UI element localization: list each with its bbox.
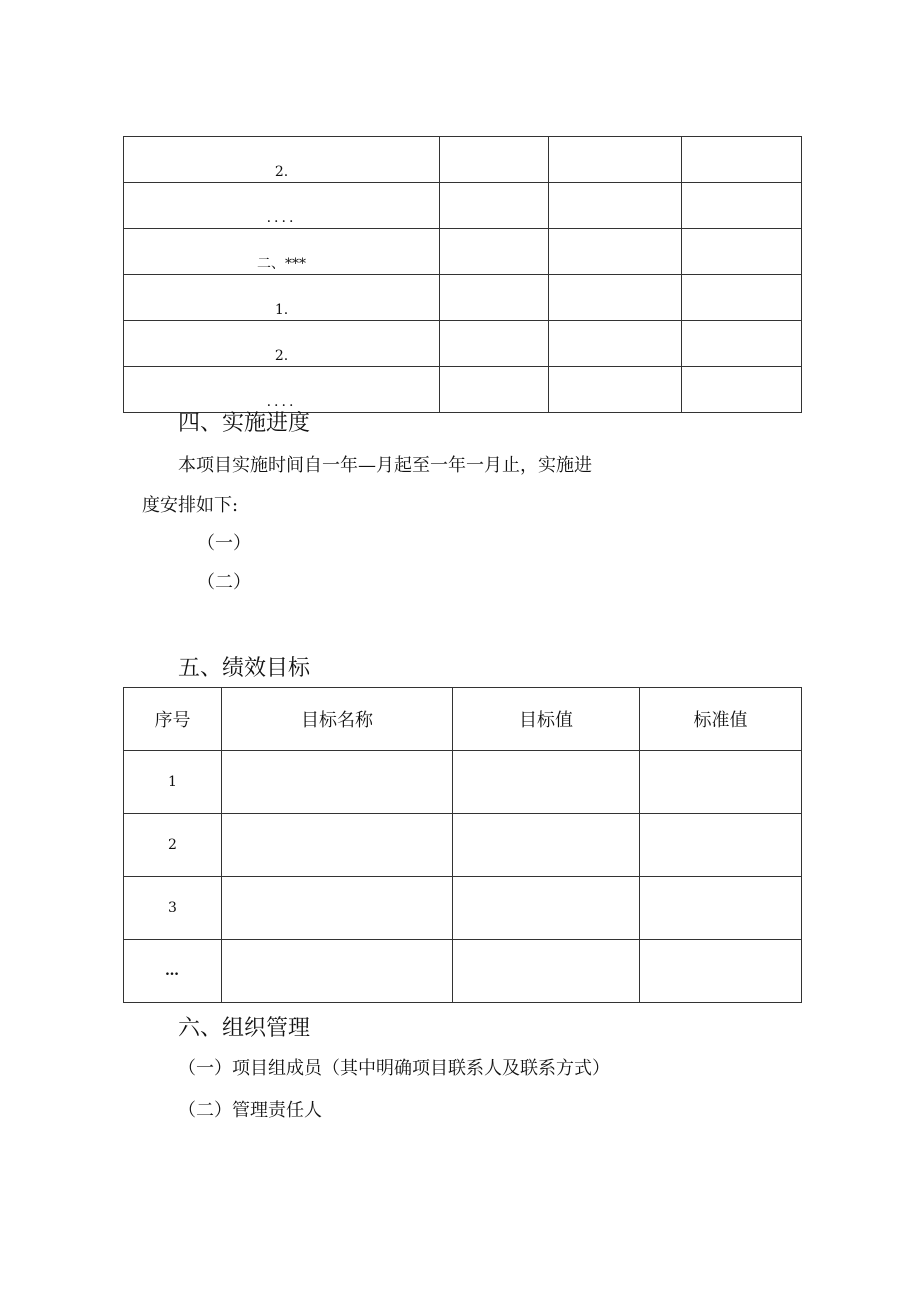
row-label: 1. [124, 275, 440, 321]
row-index: 1 [124, 751, 222, 814]
table-header-row [124, 688, 802, 751]
row-label: 二、*** [124, 229, 440, 275]
row-label: 2. [124, 321, 440, 367]
section-4-item-2: （二） [197, 572, 251, 593]
section-4-title: 四、实施进度 [178, 411, 311, 436]
section-4-paragraph-line-1: 本项目实施时间自一年—月起至一年一月止，实施进 [178, 455, 592, 476]
row-label: .... [124, 183, 440, 229]
section-4-item-1: （一） [197, 533, 251, 554]
table-row [124, 137, 802, 183]
table-row [124, 321, 802, 367]
table-row [124, 751, 802, 814]
section-6-item-2: （二）管理责任人 [178, 1100, 322, 1121]
header-goal-value: 目标值 [453, 688, 640, 751]
table-row [124, 877, 802, 940]
header-goal-name: 目标名称 [222, 688, 453, 751]
row-label: .... [124, 367, 440, 413]
table-row [124, 367, 802, 413]
section-6-title: 六、组织管理 [178, 1016, 311, 1041]
table-row [124, 940, 802, 1003]
table-row [124, 229, 802, 275]
header-index: 序号 [124, 688, 222, 751]
row-label: 2. [124, 137, 440, 183]
table-row [124, 814, 802, 877]
row-index: 2 [124, 814, 222, 877]
row-index: 3 [124, 877, 222, 940]
section-6-item-1: （一）项目组成员（其中明确项目联系人及联系方式） [178, 1058, 610, 1079]
table-row [124, 275, 802, 321]
row-index: … [124, 940, 222, 1003]
section-5-title: 五、绩效目标 [178, 656, 311, 681]
project-content-table [123, 136, 802, 413]
performance-goals-table [123, 687, 802, 1003]
section-4-paragraph-line-2: 度安排如下: [142, 495, 239, 516]
header-standard-value: 标准值 [640, 688, 802, 751]
table-row [124, 183, 802, 229]
